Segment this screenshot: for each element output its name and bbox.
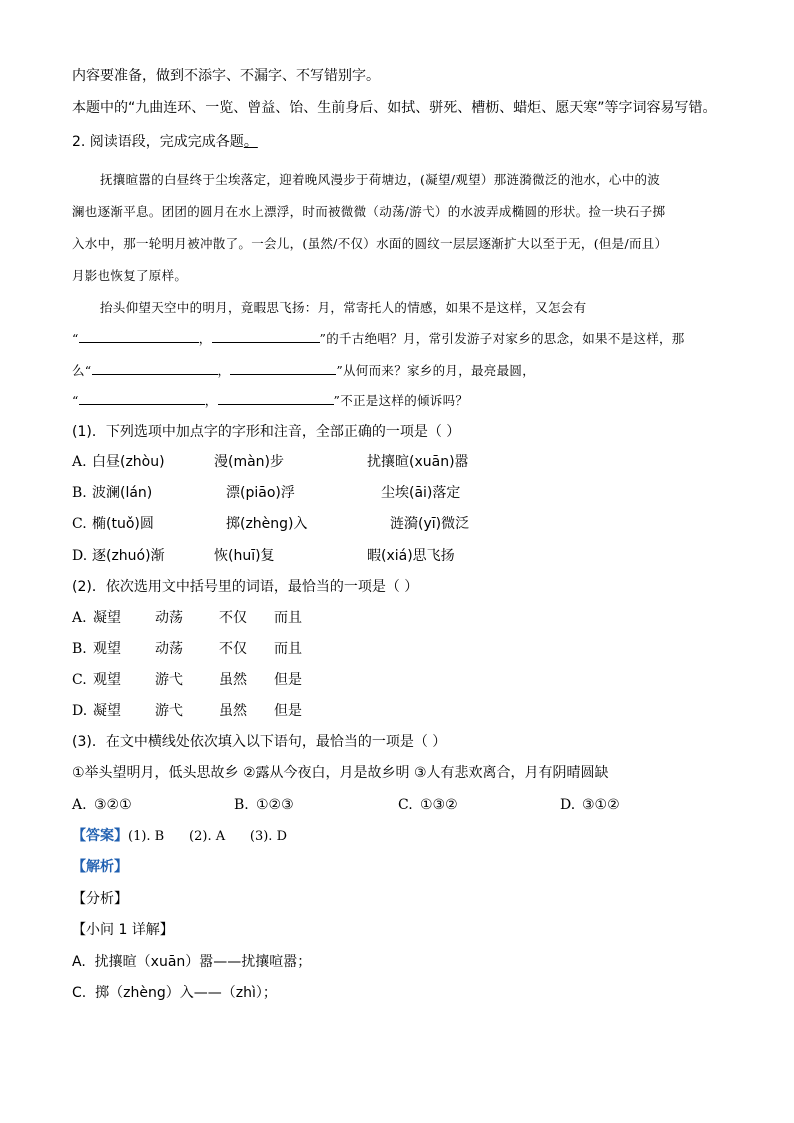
- passage-p2-line-1: 抬头仰望天空中的明月，竟暇思飞扬：月，常寄托人的情感，如果不是这样，又怎会有: [100, 300, 587, 315]
- option-text: ③①②: [582, 797, 620, 813]
- option-word-4: 但是: [274, 672, 302, 688]
- fill-blank-2[interactable]: [212, 328, 320, 343]
- option-word-1: 椭(tuǒ)圆: [92, 516, 154, 532]
- option-word-2: 游弋: [155, 703, 183, 719]
- option-word-3: 不仅: [219, 610, 247, 626]
- option-word-2: 动荡: [155, 610, 183, 626]
- option-word-3: 暇(xiá)思飞扬: [367, 548, 455, 564]
- fill-blank-1[interactable]: [79, 328, 199, 343]
- option-word-3: 虽然: [219, 703, 247, 719]
- sub2-stem: (2)．依次选用文中括号里的词语，最恰当的一项是（ ）: [72, 579, 419, 595]
- answer-label: 【答案】: [72, 828, 128, 844]
- passage-p1-line-4: 月影也恢复了原样。: [72, 268, 188, 283]
- fill-blank-3[interactable]: [92, 360, 218, 375]
- option-label: C.: [72, 672, 87, 688]
- comma: ，: [198, 331, 212, 346]
- option-word-3: 扰攘暄(xuān)嚣: [367, 454, 469, 470]
- comma: ，: [204, 393, 218, 408]
- question-2-title-dot: 。: [243, 134, 258, 150]
- fill-blank-6[interactable]: [218, 390, 334, 405]
- passage-text: ”从何而来？家乡的月，最亮最圆，: [336, 363, 536, 378]
- passage-p2-line-4: [72, 390, 468, 411]
- option-text: ①②③: [256, 797, 294, 813]
- option-label: B.: [72, 641, 87, 657]
- intro-line-2: 本题中的“九曲连环、一览、曾益、饴、生前身后、如拭、骈死、槽枥、蜡炬、愿天寒”等字词容易写错。: [72, 100, 717, 116]
- sub1-stem: (1)．下列选项中加点字的字形和注音，全部正确的一项是（ ）: [72, 424, 461, 440]
- option-word-1: 凝望: [93, 703, 121, 719]
- option-word-1: 凝望: [93, 610, 121, 626]
- option-word-3: 虽然: [219, 672, 247, 688]
- passage-p2-line-3: [72, 360, 535, 381]
- option-label: A.: [72, 454, 87, 470]
- passage-p1-line-1: 抚攘暄嚣的白昼终于尘埃落定，迎着晚风漫步于荷塘边，(凝望/观望）那涟漪微泛的池水，心中的波: [100, 172, 661, 187]
- option-label: B.: [72, 485, 87, 501]
- option-word-2: 漂(piāo)浮: [226, 485, 295, 501]
- quote-open: “: [72, 331, 79, 346]
- option-label: A.: [72, 797, 87, 813]
- passage-p1-line-2: 澜也逐渐平息。团团的圆月在水上漂浮，时而被微微（动荡/游弋）的水波弄成椭圆的形状。捡一块石子掷: [72, 204, 666, 219]
- fill-blank-5[interactable]: [79, 390, 205, 405]
- option-text: ③②①: [94, 797, 132, 813]
- option-word-3: 不仅: [219, 641, 247, 657]
- fill-blank-4[interactable]: [230, 360, 336, 375]
- option-word-1: 波澜(lán): [92, 485, 153, 501]
- option-word-3: 涟漪(yī)微泛: [390, 516, 470, 532]
- analysis-line-c: C. 掷（zhèng）入——（zhì）；: [72, 985, 277, 1001]
- option-label: D.: [72, 548, 88, 564]
- analysis-detail-title: 【小问 1 详解】: [72, 922, 174, 938]
- answer-line: [72, 826, 287, 847]
- option-word-2: 掷(zhèng)入: [226, 516, 308, 532]
- answer-text: (1). B (2). A (3). D: [128, 829, 287, 844]
- option-word-3: 尘埃(āi)落定: [381, 485, 461, 501]
- option-label: A.: [72, 610, 87, 626]
- option-label: D.: [72, 703, 88, 719]
- intro-line-1: 内容要准备，做到不添字、不漏字、不写错别字。: [72, 68, 380, 84]
- analysis-line-a: A. 扰攘暄（xuān）嚣——扰攘喧嚣；: [72, 954, 312, 970]
- option-text: ①③②: [420, 797, 458, 813]
- passage-p2-line-2: [72, 328, 685, 349]
- analysis-label: 【解析】: [72, 859, 128, 875]
- passage-text: ”不正是这样的倾诉吗？: [333, 393, 469, 408]
- question-2-title-text: 2. 阅读语段，完成完成各题: [72, 134, 244, 150]
- option-word-1: 白昼(zhòu): [92, 454, 165, 470]
- option-word-1: 观望: [93, 672, 121, 688]
- sub3-sentences: ①举头望明月，低头思故乡 ②露从今夜白，月是故乡明 ③人有悲欢离合，月有阴晴圆缺: [72, 765, 609, 781]
- option-word-1: 逐(zhuó)渐: [92, 548, 165, 564]
- option-word-2: 游弋: [155, 672, 183, 688]
- option-label: B.: [234, 797, 249, 813]
- option-word-4: 而且: [274, 610, 302, 626]
- option-word-4: 但是: [274, 703, 302, 719]
- option-label: D.: [560, 797, 576, 813]
- analysis-fenxi: 【分析】: [72, 891, 128, 907]
- option-word-4: 而且: [274, 641, 302, 657]
- option-word-2: 漫(màn)步: [214, 454, 285, 470]
- question-2-title: [72, 132, 258, 152]
- option-word-2: 动荡: [155, 641, 183, 657]
- option-label: C.: [398, 797, 413, 813]
- passage-text: ”的千古绝唱？月，常引发游子对家乡的思念，如果不是这样，那: [319, 331, 685, 346]
- option-label: C.: [72, 516, 87, 532]
- passage-p1-line-3: 入水中，那一轮明月被冲散了。一会儿，(虽然/不仅）水面的圆纹一层层逐渐扩大以至于无，(但是/而且）: [72, 236, 668, 251]
- quote-open: 么“: [72, 363, 92, 378]
- option-word-2: 恢(huī)复: [214, 548, 275, 564]
- sub3-stem: (3)．在文中横线处依次填入以下语句，最恰当的一项是（ ）: [72, 734, 447, 750]
- comma: ，: [217, 363, 231, 378]
- option-word-1: 观望: [93, 641, 121, 657]
- quote-open: “: [72, 393, 79, 408]
